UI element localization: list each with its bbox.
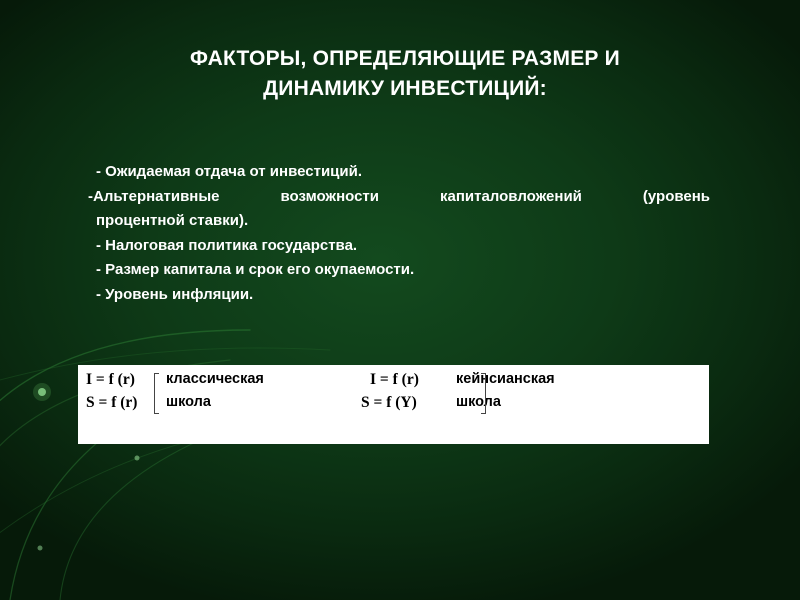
factor-item: - Размер капитала и срок его окупаемости. [96,261,415,278]
bracket-icon [154,373,159,414]
factor-item: - Ожидаемая отдача от инвестиций. [96,163,362,180]
formula-box [78,365,709,444]
title-line-1: ФАКТОРЫ, ОПРЕДЕЛЯЮЩИЕ РАЗМЕР И [190,47,620,70]
classical-investment-formula: I = f (r) [86,371,135,388]
keynesian-label-line-2: школа [456,394,501,410]
bracket-icon [481,373,486,414]
factor-item: -Альтернативные возможности капиталовложений (уровень [88,187,710,205]
keynesian-investment-formula: I = f (r) [370,371,419,388]
factors-list [88,160,710,307]
glow-dot-icon [38,546,43,551]
slide-title [100,44,710,104]
factor-item-continuation: процентной ставки). [96,212,249,229]
keynesian-label-line-1: кейнсианская [456,371,555,387]
title-line-2: ДИНАМИКУ ИНВЕСТИЦИЙ: [263,77,547,100]
classical-savings-formula: S = f (r) [86,394,138,411]
classical-label-line-2: школа [166,394,211,410]
keynesian-savings-formula: S = f (Y) [361,394,417,411]
factor-item: - Налоговая политика государства. [96,236,358,254]
factor-item: - Уровень инфляции. [96,285,254,303]
glow-dot-icon [135,456,140,461]
classical-label-line-1: классическая [166,371,264,387]
